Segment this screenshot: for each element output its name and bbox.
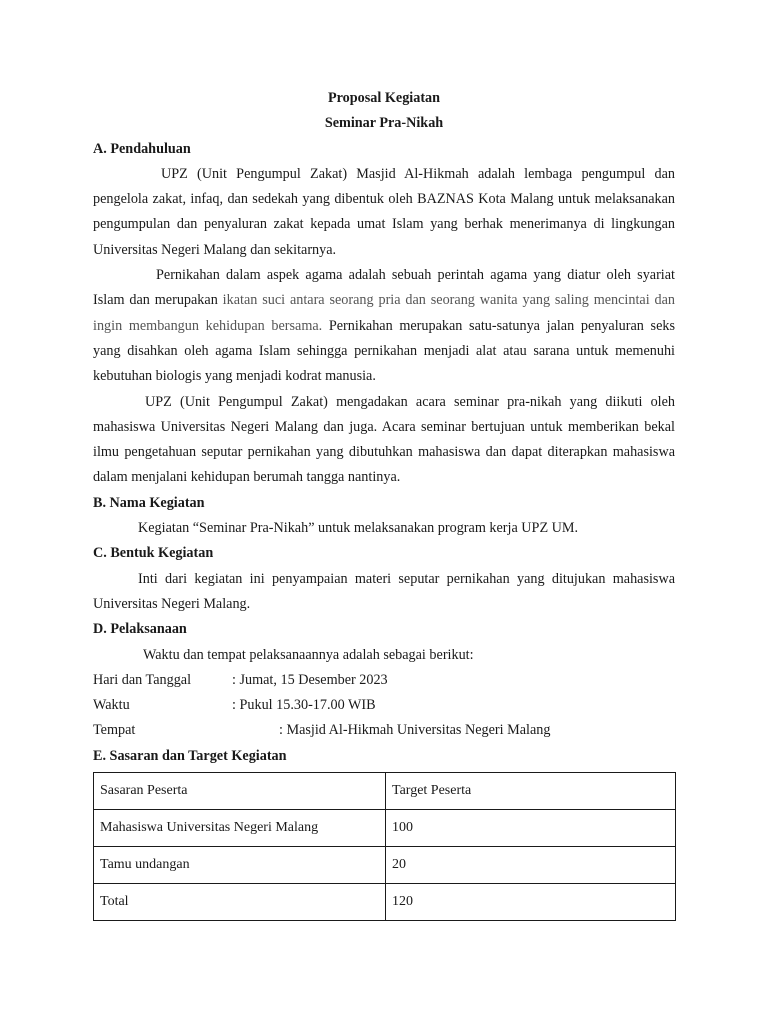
- section-c-heading: C. Bentuk Kegiatan: [93, 545, 214, 562]
- table-cell: 20: [386, 847, 676, 884]
- table-cell: Tamu undangan: [94, 847, 386, 884]
- table-row: [94, 847, 676, 884]
- section-a-heading: A. Pendahuluan: [93, 140, 191, 157]
- schedule-time-label: Waktu: [93, 697, 130, 714]
- table-row: [94, 810, 676, 847]
- section-a-paragraph-1: UPZ (Unit Pengumpul Zakat) Masjid Al-Hikmah adalah lembaga pengumpul dan pengelola zakat, infaq, dan sedekah yang dibentuk oleh BAZNAS Kota Malang untuk melaksanakan pengumpulan dan penyaluran zakat kepada umat Islam yang berhak menerimanya di lingkungan Universitas Negeri Malang dan sekitarnya.: [93, 165, 675, 258]
- section-e-heading: E. Sasaran dan Target Kegiatan: [93, 747, 287, 764]
- schedule-place-label: Tempat: [93, 722, 136, 739]
- section-b-heading: B. Nama Kegiatan: [93, 494, 205, 511]
- schedule-place-value: : Masjid Al-Hikmah Universitas Negeri Malang: [279, 722, 551, 739]
- schedule-row-place: [93, 718, 675, 743]
- table-cell: 100: [386, 810, 676, 847]
- table-header-row: [94, 773, 676, 810]
- table-cell: Total: [94, 884, 386, 921]
- table-cell: 120: [386, 884, 676, 921]
- table-header-cell: Target Peserta: [386, 773, 676, 810]
- section-a-paragraph-2-part-2: Pernikahan merupakan satu-satunya jalan penyaluran seks yang disahkan oleh agama Islam sehingga pernikahan menjadi alat atau sarana untuk memenuhi kebutuhan biologis yang menjadi kodrat manusia.: [93, 317, 675, 385]
- section-a-paragraph-2-part-1: Pernikahan dalam aspek agama adalah sebuah perintah agama yang diatur oleh syariat Islam dan merupakan: [93, 267, 675, 309]
- section-c-paragraph: Inti dari kegiatan ini penyampaian materi seputar pernikahan yang ditujukan mahasiswa Universitas Negeri Malang.: [93, 570, 675, 612]
- schedule-row-time: [93, 693, 675, 718]
- section-a-paragraph-3: UPZ (Unit Pengumpul Zakat) mengadakan acara seminar pra-nikah yang diikuti oleh mahasiswa Universitas Negeri Malang dan juga. Acara seminar bertujuan untuk memberikan bekal ilmu pengetahuan seputar pernikahan yang dibutuhkan mahasiswa dan dapat diterapkan mahasiswa dalam menjalani kehidupan berumah tangga nantinya.: [93, 393, 675, 486]
- target-table: [93, 772, 676, 921]
- document-content: [93, 86, 675, 921]
- table-row: [94, 884, 676, 921]
- table-header-cell: Sasaran Peserta: [94, 773, 386, 810]
- section-d-heading: D. Pelaksanaan: [93, 621, 187, 638]
- table-cell: Mahasiswa Universitas Negeri Malang: [94, 810, 386, 847]
- doc-title: Proposal Kegiatan: [327, 90, 441, 106]
- schedule-time-value: : Pukul 15.30-17.00 WIB: [232, 697, 376, 714]
- schedule-row-date: [93, 668, 675, 693]
- schedule-date-label: Hari dan Tanggal: [93, 671, 192, 688]
- doc-subtitle: Seminar Pra-Nikah: [324, 115, 444, 132]
- schedule-date-value: : Jumat, 15 Desember 2023: [232, 671, 388, 688]
- section-a-paragraph-2-quote: ikatan suci antara seorang pria dan seorang wanita yang saling mencintai dan ingin membangun kehidupan bersama.: [93, 292, 675, 334]
- section-d-intro: Waktu dan tempat pelaksanaannya adalah sebagai berikut:: [143, 646, 474, 663]
- section-b-paragraph: Kegiatan “Seminar Pra-Nikah” untuk melaksanakan program kerja UPZ UM.: [138, 520, 579, 537]
- section-a-paragraph-2: [93, 263, 675, 389]
